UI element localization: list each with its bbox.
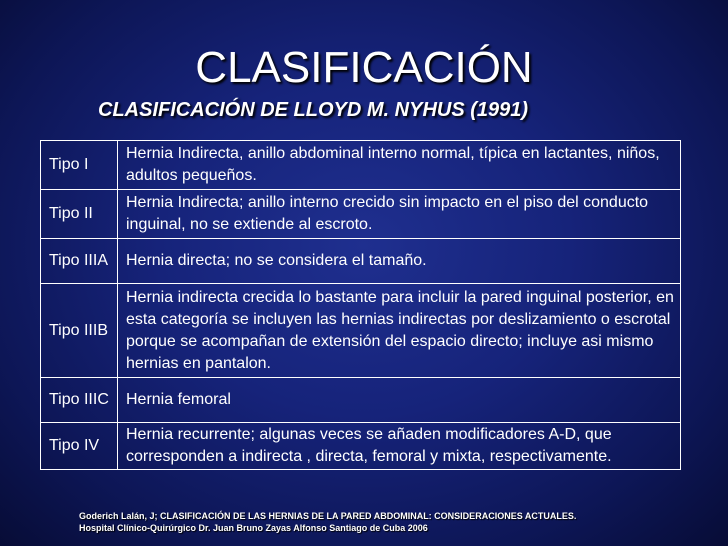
description-cell: Hernia directa; no se considera el tamaño.	[118, 239, 681, 284]
description-cell: Hernia Indirecta; anillo interno crecido sin impacto en el piso del conducto inguinal, no se extiende al escroto.	[118, 190, 681, 239]
type-cell: Tipo IIIC	[41, 378, 118, 423]
table-row	[41, 141, 681, 190]
description-cell: Hernia Indirecta, anillo abdominal interno normal, típica en lactantes, niños, adultos pequeños.	[118, 141, 681, 190]
slide-title: CLASIFICACIÓN	[195, 43, 533, 92]
description-cell: Hernia femoral	[118, 378, 681, 423]
citation-footer	[79, 510, 576, 534]
table-row	[41, 190, 681, 239]
type-cell: Tipo IV	[41, 423, 118, 470]
citation-line: Hospital Clínico-Quirúrgico Dr. Juan Bruno Zayas Alfonso Santiago de Cuba 2006	[79, 523, 428, 533]
description-cell: Hernia recurrente; algunas veces se añaden modificadores A-D, que corresponden a indirecta , directa, femoral y mixta, respectivamente.	[118, 423, 681, 470]
table-row	[41, 284, 681, 378]
type-cell: Tipo IIIA	[41, 239, 118, 284]
citation-line: Goderich Lalán, J; CLASIFICACIÓN DE LAS HERNIAS DE LA PARED ABDOMINAL: CONSIDERACIONES ACTUALES.	[79, 511, 577, 521]
type-cell: Tipo I	[41, 141, 118, 190]
type-cell: Tipo II	[41, 190, 118, 239]
table-row	[41, 239, 681, 284]
classification-table	[40, 140, 681, 470]
table-row	[41, 378, 681, 423]
type-cell: Tipo IIIB	[41, 284, 118, 378]
description-cell: Hernia indirecta crecida lo bastante para incluir la pared inguinal posterior, en esta categoría se incluyen las hernias indirectas por deslizamiento o escrotal porque se acompañan de extensión del espacio directo; incluye asi mismo hernias en pantalon.	[118, 284, 681, 378]
table-row	[41, 423, 681, 470]
slide-subtitle: CLASIFICACIÓN DE LLOYD M. NYHUS (1991)	[98, 99, 529, 121]
